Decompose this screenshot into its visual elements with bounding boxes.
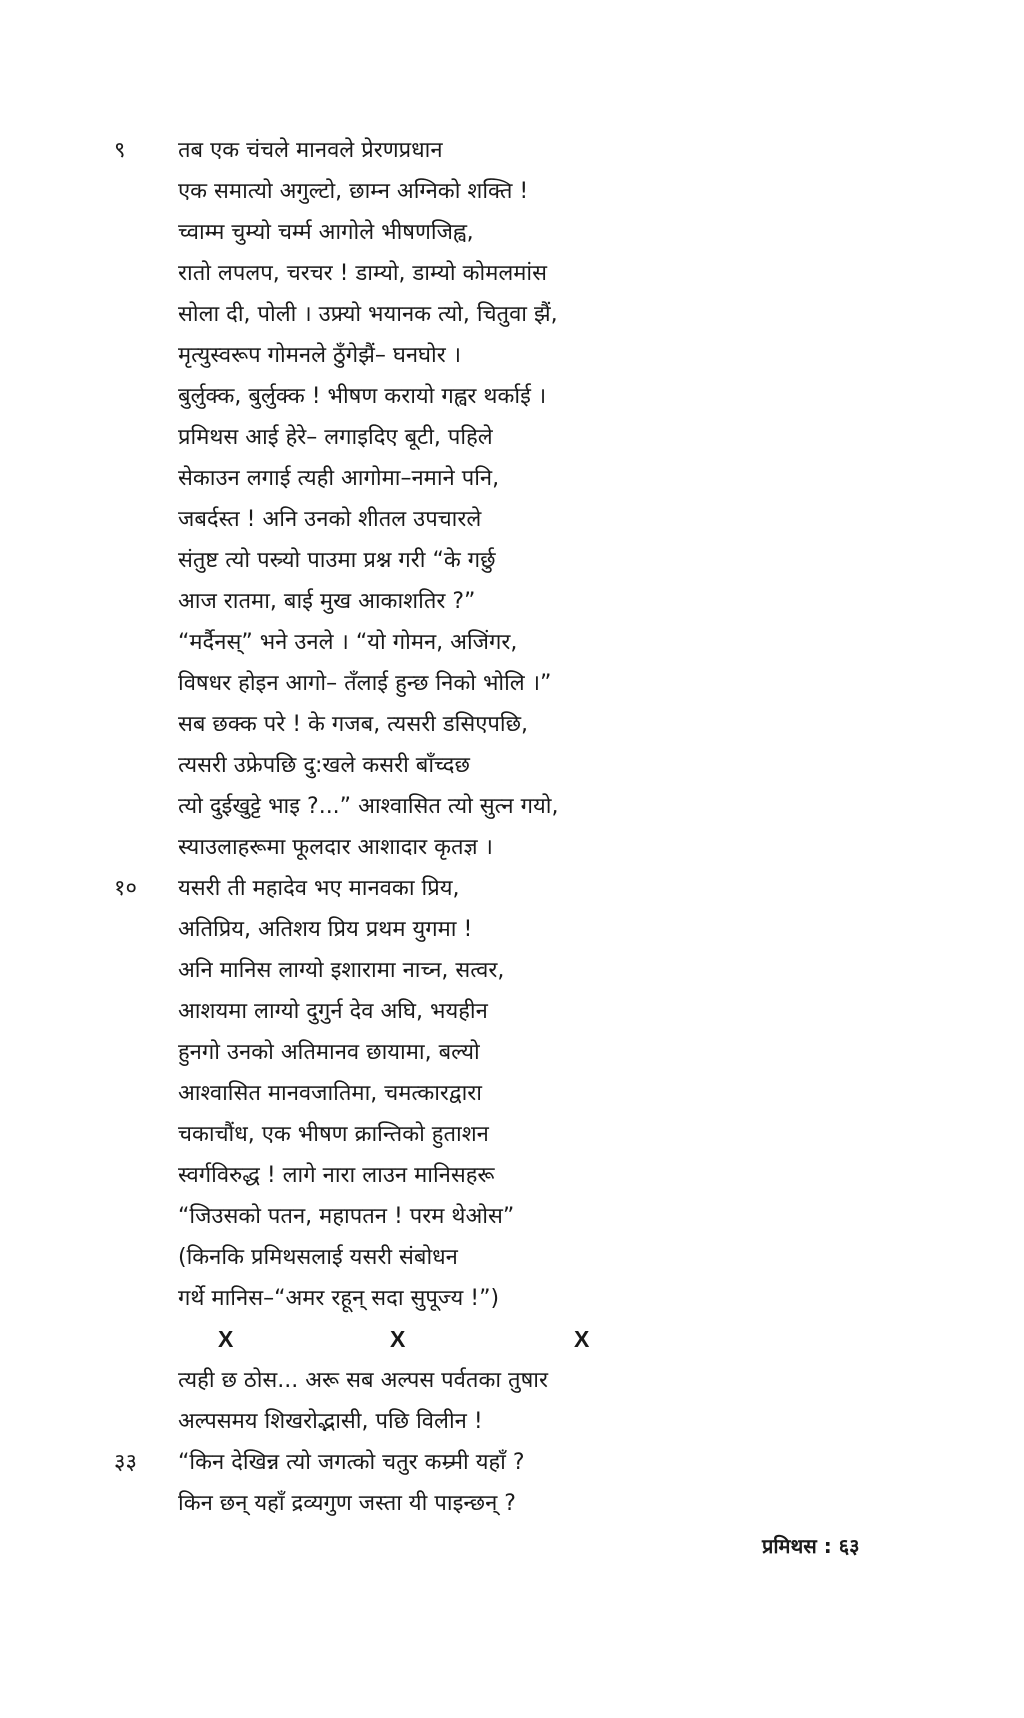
- poem-line: च्वाम्म चुम्यो चर्म्म आगोले भीषणजिह्व,: [178, 220, 474, 245]
- separator-mark: X: [218, 1326, 234, 1352]
- page-footer: प्रमिथस : ६३: [762, 1534, 860, 1558]
- poem-line: आश्वासित मानवजातिमा, चमत्कारद्वारा: [178, 1081, 482, 1106]
- poem-line: त्यो दुईखुट्टे भाइ ?...” आश्वासित त्यो सुत्न गयो,: [178, 794, 559, 819]
- poem-line: [114, 868, 698, 909]
- line-text: “किन देखिन्न त्यो जगत्को चतुर कम्र्मी यहाँ ?: [178, 1450, 525, 1475]
- poem-line: सोला दी, पोली । उफ्र्यो भयानक त्यो, चितुवा झैं,: [178, 302, 558, 327]
- poem-line: [114, 1442, 698, 1483]
- poem-line: अनि मानिस लाग्यो इशारामा नाच्न, सत्वर,: [178, 958, 505, 983]
- stanza-number: १०: [114, 876, 137, 901]
- poem-line: [114, 130, 698, 171]
- stanza-number: ३३: [114, 1450, 137, 1475]
- poem-line: “जिउसको पतन, महापतन ! परम थेओस”: [178, 1204, 515, 1229]
- poem-line: आज रातमा, बाई मुख आकाशतिर ?”: [178, 589, 476, 614]
- poem-line: किन छन् यहाँ द्रव्यगुण जस्ता यी पाइन्छन् ?: [178, 1491, 516, 1516]
- poem-line: मृत्युस्वरूप गोमनले ठुँगेझैं– घनघोर ।: [178, 343, 462, 368]
- separator-mark: X: [574, 1326, 590, 1352]
- poem-line: अतिप्रिय, अतिशय प्रिय प्रथम युगमा !: [178, 917, 473, 942]
- poem-line: स्वर्गविरुद्ध ! लागे नारा लाउन मानिसहरू: [178, 1163, 495, 1188]
- stanza-number: ९: [114, 138, 126, 163]
- poem-line: प्रमिथस आई हेरे– लगाइदिए बूटी, पहिले: [178, 425, 493, 450]
- poem-line: रातो लपलप, चरचर ! डाम्यो, डाम्यो कोमलमांस: [178, 261, 548, 286]
- poem-line: बुर्लुक्क, बुर्लुक्क ! भीषण करायो गह्वर थर्काई ।: [178, 384, 547, 409]
- poem-line: संतुष्ट त्यो पस्र्यो पाउमा प्रश्न गरी “के गर्छु: [178, 548, 496, 573]
- poem-line: स्याउलाहरूमा फूलदार आशादार कृतज्ञ ।: [178, 835, 493, 860]
- separator-mark: X: [390, 1326, 406, 1352]
- poem-line: “मर्दैनस्” भने उनले । “यो गोमन, अजिंगर,: [178, 630, 518, 655]
- section-separator: [178, 1319, 698, 1360]
- poem-line: जबर्दस्त ! अनि उनको शीतल उपचारले: [178, 507, 482, 532]
- poem-line: त्यही छ ठोस... अरू सब अल्पस पर्वतका तुषार: [178, 1368, 548, 1393]
- poem-line: विषधर होइन आगो– तँलाई हुन्छ निको भोलि ।”: [178, 671, 552, 696]
- poem-line: आशयमा लाग्यो दुगुर्न देव अघि, भयहीन: [178, 999, 488, 1024]
- poem-line: चकाचौंध, एक भीषण क्रान्तिको हुताशन: [178, 1122, 489, 1147]
- poem-line: त्यसरी उफ्रेपछि दु:खले कसरी बाँच्दछ: [178, 753, 470, 778]
- poem-line: (किनकि प्रमिथसलाई यसरी संबोधन: [178, 1245, 458, 1270]
- poem-line: गर्थे मानिस–“अमर रहून् सदा सुपूज्य !”): [178, 1286, 500, 1311]
- poem-line: अल्पसमय शिखरोद्भासी, पछि विलीन !: [178, 1409, 483, 1434]
- poem-body: [114, 130, 698, 1524]
- poem-line: एक समात्यो अगुल्टो, छाम्न अग्निको शक्ति !: [178, 179, 529, 204]
- poem-line: सब छक्क परे ! के गजब, त्यसरी डसिएपछि,: [178, 712, 528, 737]
- line-text: तब एक चंचले मानवले प्रेरणप्रधान: [178, 138, 443, 163]
- poem-line: सेकाउन लगाई त्यही आगोमा–नमाने पनि,: [178, 466, 500, 491]
- poem-line: हुनगो उनको अतिमानव छायामा, बल्यो: [178, 1040, 480, 1065]
- line-text: यसरी ती महादेव भए मानवका प्रिय,: [178, 876, 460, 901]
